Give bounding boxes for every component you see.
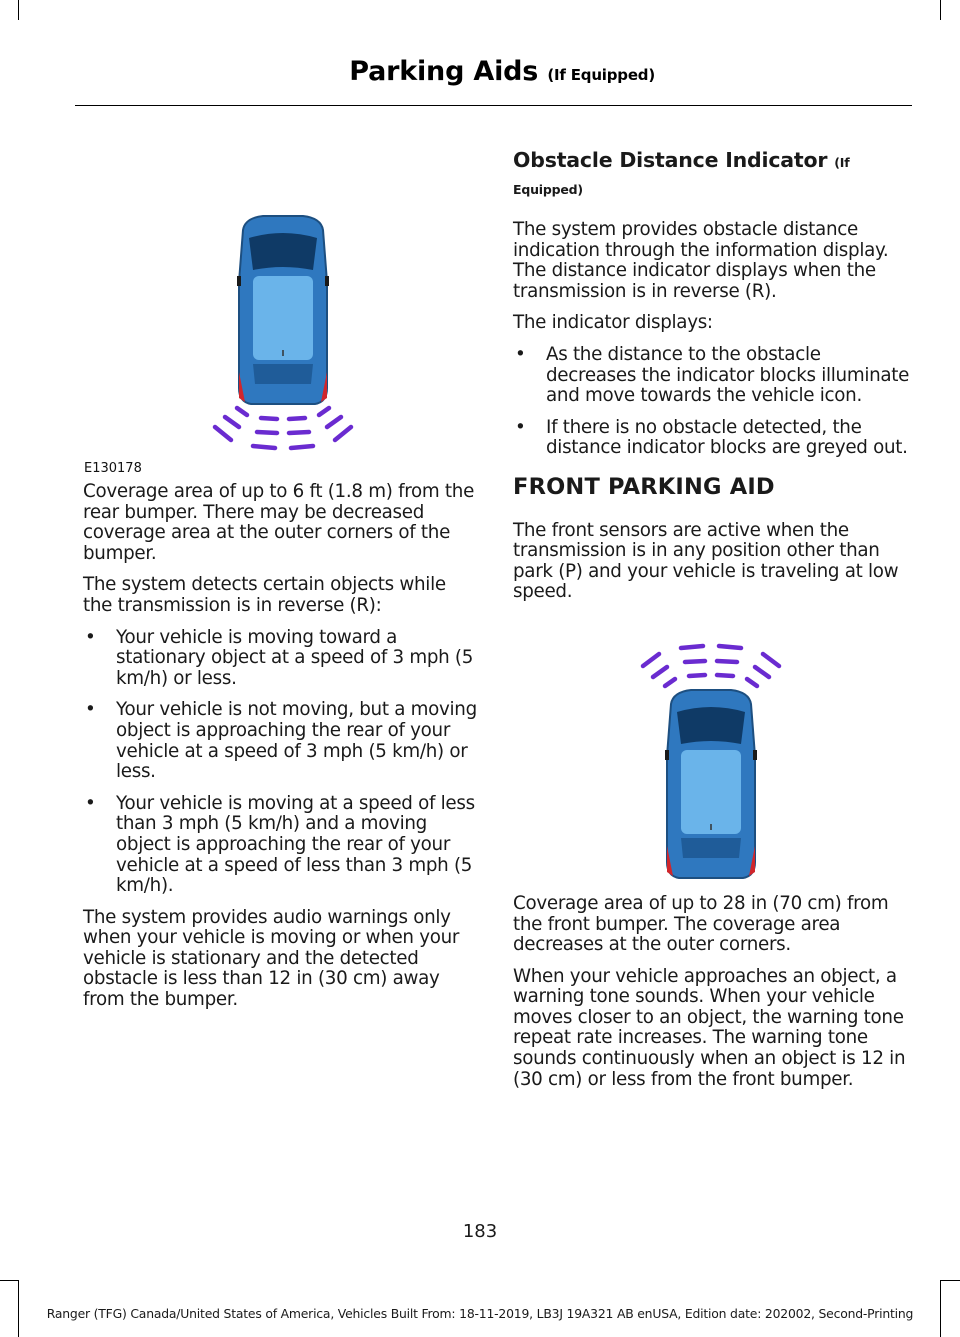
paragraph: Coverage area of up to 6 ft (1.8 m) from the rear bumper. There may be decreased coverage area at the outer corners of the bumper.: [83, 481, 475, 564]
list-item: [83, 794, 478, 897]
heading-main: Obstacle Distance Indicator: [513, 148, 828, 172]
page-header-title: [349, 56, 655, 87]
bullet-glyph: •: [85, 792, 96, 814]
paragraph: Coverage area of up to 28 in (70 cm) from the front bumper. The coverage area decreases at the outer corners.: [513, 892, 889, 956]
list-item-text: Your vehicle is moving at a speed of less than 3 mph (5 km/h) and a moving object is approaching the rear of your vehicle at a speed of less than 3 mph (5 km/h).: [116, 792, 475, 897]
footer-text: Ranger (TFG) Canada/United States of America, Vehicles Built From: 18-11-2019, LB3J 19A321 AB enUSA, Edition date: 202002, Second-Printing: [46, 1306, 914, 1321]
crop-mark-bottom-left-h: [0, 1280, 18, 1281]
bullet-list: [83, 628, 478, 897]
header-title-sub: (If Equipped): [547, 66, 655, 84]
header-title-main: Parking Aids: [349, 56, 539, 87]
crop-mark-bottom-right-h: [941, 1280, 960, 1281]
section-heading-obstacle: [513, 148, 913, 202]
crop-mark-top-right: [940, 0, 941, 20]
paragraph: The system provides obstacle distance indication through the information display. The distance indicator displays when the transmission is in reverse (R).: [513, 219, 889, 302]
bullet-glyph: •: [85, 626, 96, 648]
heading-sub: (If Equipped): [513, 155, 850, 197]
crop-mark-top-left: [18, 0, 19, 20]
paragraph: The system provides audio warnings only when your vehicle is moving or when your vehicle is stationary and the detected obstacle is less than 12 in (30 cm) away from the bumper.: [83, 906, 460, 1011]
paragraph: When your vehicle approaches an object, a warning tone sounds. When your vehicle moves closer to an object, the warning tone repeat rate increases. The warning tone sounds continuously when an object is 12 in (30 cm) or less from the front bumper.: [513, 965, 906, 1090]
bullet-glyph: •: [85, 699, 96, 721]
front-parking-car-illustration: [513, 614, 913, 894]
paragraph: The front sensors are active when the transmission is in any position other than park (P) and your vehicle is traveling at low speed.: [513, 519, 899, 603]
right-column: [513, 148, 913, 1101]
rear-coverage-figure: [83, 212, 478, 482]
list-item: [513, 418, 913, 459]
rear-parking-car-illustration: [83, 212, 478, 472]
list-item-text: As the distance to the obstacle decreases the indicator blocks illuminate and move towards the vehicle icon.: [546, 343, 910, 407]
list-item: [513, 345, 913, 407]
page-number: 183: [462, 1221, 498, 1242]
front-coverage-figure: [513, 614, 913, 894]
list-item-text: Your vehicle is moving toward a stationary object at a speed of 3 mph (5 km/h) or less.: [116, 626, 474, 689]
left-column: [83, 212, 478, 1022]
list-item-text: If there is no obstacle detected, the distance indicator blocks are greyed out.: [546, 416, 908, 459]
list-item: [83, 628, 478, 690]
list-item: [83, 700, 478, 782]
figure-code: E130178: [84, 461, 142, 476]
bullet-glyph: •: [515, 343, 526, 365]
bullet-list: [513, 345, 913, 459]
section-heading-front-parking-aid: FRONT PARKING AID: [513, 473, 775, 500]
paragraph: The system detects certain objects while the transmission is in reverse (R):: [83, 574, 446, 616]
bullet-glyph: •: [515, 416, 526, 438]
header-rule: [75, 105, 912, 106]
list-item-text: Your vehicle is not moving, but a moving object is approaching the rear of your vehicle at a speed of 3 mph (5 km/h) or less.: [116, 699, 477, 783]
paragraph: The indicator displays:: [513, 312, 713, 334]
